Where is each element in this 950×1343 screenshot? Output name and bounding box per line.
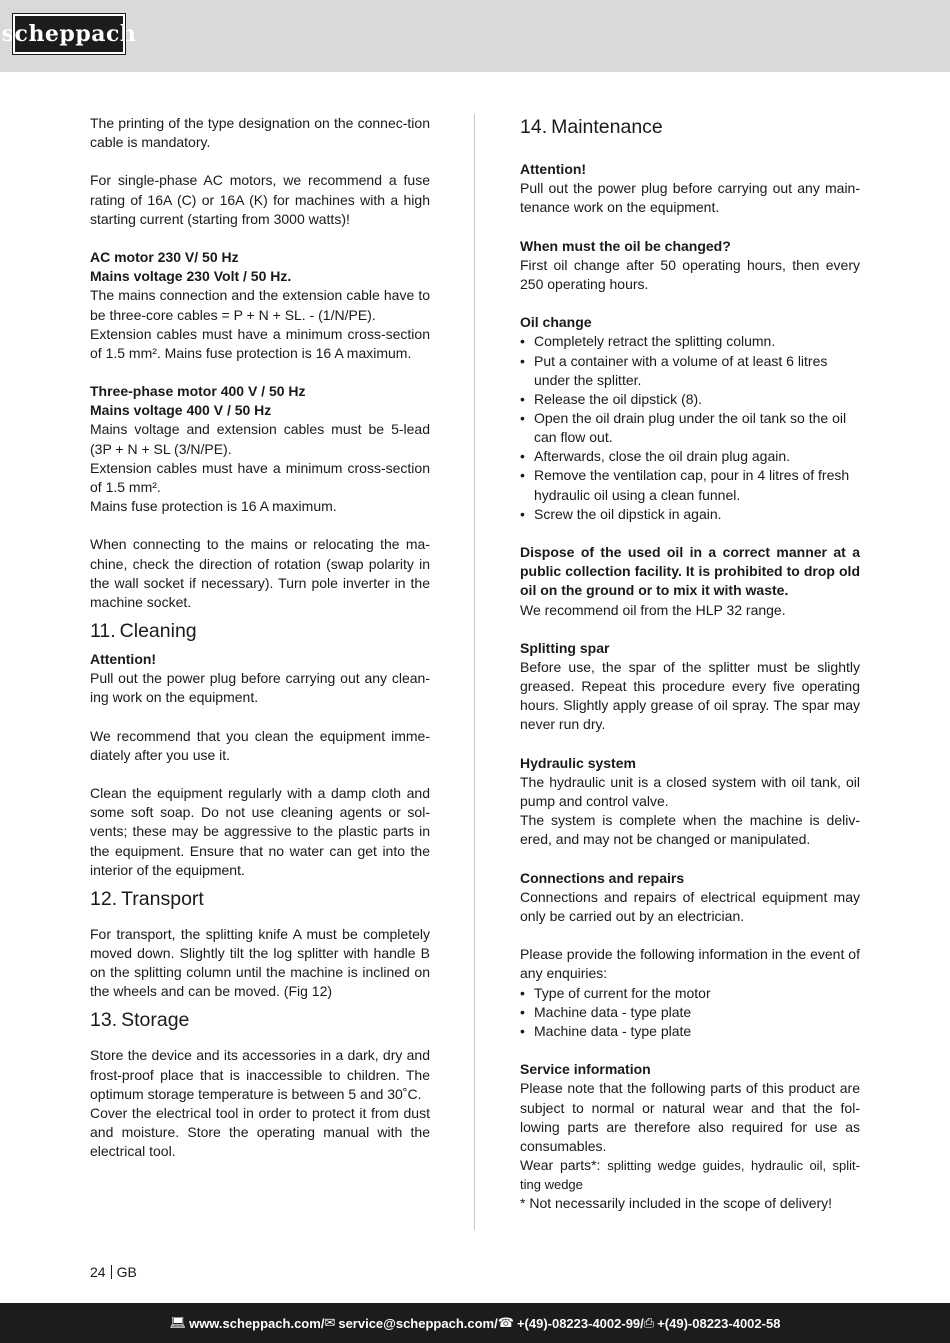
transport-text: For transport, the splitting knife A must be completely moved down. Slightly tilt the log splitter with handle B on the splitting column until the machine is inclined on the wheels and can be moved. (Fig 12) xyxy=(90,925,430,1000)
list-item: • Open the oil drain plug under the oil tank so the oil can flow out. xyxy=(520,409,860,447)
ac-cable-text: The mains connection and the extension cable have to be three-core cables = P + N + SL. - (1/N/PE). xyxy=(90,287,430,323)
splitting-spar-heading: Splitting spar xyxy=(520,639,610,656)
hydraulic-system-heading: Hydraulic system xyxy=(520,754,636,771)
three-phase-cable-text: Mains voltage and extension cables must be 5-lead (3P + N + SL (3/N/PE). xyxy=(90,421,430,457)
email-link[interactable]: service@scheppach.com xyxy=(338,1315,495,1331)
oil-change-steps xyxy=(520,332,860,524)
oil-when-heading: When must the oil be changed? xyxy=(520,237,731,254)
computer-icon: 💻︎ xyxy=(169,1315,187,1330)
dispose-oil-warning: Dispose of the used oil in a correct manner at a public collection facility. It is prohibited to drop old oil on the ground or to mix it with waste. xyxy=(520,544,860,599)
maintenance-power-plug-text: Pull out the power plug before carrying out any main-tenance work on the equipment. xyxy=(520,180,860,216)
list-item: • Put a container with a volume of at least 6 litres under the splitter. xyxy=(520,352,860,390)
delivery-scope-note: * Not necessarily included in the scope of delivery! xyxy=(520,1195,833,1212)
scheppach-logo: scheppach xyxy=(13,14,125,54)
header-band xyxy=(0,0,950,72)
section-12-heading: 12. Transport xyxy=(90,887,204,910)
fax-icon: ⎙ xyxy=(643,1315,655,1330)
ac-cross-section-text: Extension cables must have a minimum cross-section of 1.5 mm². Mains fuse protection is 16 A maximum. xyxy=(90,325,430,361)
language-code: GB xyxy=(116,1264,137,1280)
fax-number: +(49)-08223-4002-58 xyxy=(657,1315,781,1331)
oil-change-heading: Oil change xyxy=(520,314,592,331)
splitting-spar-text: Before use, the spar of the splitter must be slightly greased. Repeat this procedure every five operating hours. Slightly apply grease of oil spray. The spar may never run dry. xyxy=(520,659,860,733)
oil-when-text: First oil change after 50 operating hours, then every 250 operating hours. xyxy=(520,256,860,292)
list-item: • Remove the ventilation cap, pour in 4 litres of fresh hydraulic oil using a clean funnel. xyxy=(520,466,860,504)
three-phase-cross-section-text: Extension cables must have a minimum cross-section of 1.5 mm². xyxy=(90,459,430,495)
list-item: • Afterwards, close the oil drain plug again. xyxy=(520,447,860,466)
section-14-heading: 14. Maintenance xyxy=(520,116,663,138)
maintenance-attention: Attention! xyxy=(520,161,587,177)
three-phase-fuse-text: Mains fuse protection is 16 A maximum. xyxy=(90,498,337,515)
cleaning-regularly-text: Clean the equipment regularly with a damp cloth and some soft soap. Do not use cleaning agents or sol-vents; these may be aggressive to the plastic parts in the equipment. Ensure that no water can get into the interior of the equipment. xyxy=(90,785,430,878)
phone-number: +(49)-08223-4002-99 xyxy=(516,1315,641,1331)
connections-repairs-text: Connections and repairs of electrical equipment may only be carried out by an electrician. xyxy=(520,888,860,924)
storage-text: Store the device and its accessories in a dark, dry and frost-proof place that is inaccessible to children. The optimum storage temperature is between 5 and 30˚C. xyxy=(90,1047,430,1102)
list-item: • Release the oil dipstick (8). xyxy=(520,390,860,409)
ac-motor-heading: AC motor 230 V/ 50 Hz xyxy=(90,249,239,266)
hydraulic-complete-text: The system is complete when the machine is deliv-ered, and may not be changed or manipulated. xyxy=(520,812,860,848)
three-phase-mains-heading: Mains voltage 400 V / 50 Hz xyxy=(90,402,272,419)
contact-footer-bar: 💻︎ www.scheppach.com / ✉︎ service@scheppach.com / ☎︎ +(49)-08223-4002-99 / ⎙ +(49)-08223-4002-58 xyxy=(0,1303,950,1343)
page-footer-number xyxy=(90,1263,137,1282)
ac-mains-voltage-heading: Mains voltage 230 Volt / 50 Hz. xyxy=(90,268,292,285)
enquiries-list xyxy=(520,984,860,1041)
website-link[interactable]: www.scheppach.com xyxy=(189,1315,321,1331)
column-divider xyxy=(474,114,475,1230)
page-number: 24 xyxy=(90,1264,106,1280)
wear-parts-text: Wear parts*: splitting wedge guides, hydraulic oil, split-ting wedge xyxy=(520,1157,860,1193)
hydraulic-system-text: The hydraulic unit is a closed system with oil tank, oil pump and control valve. xyxy=(520,773,860,810)
rotation-direction-text: When connecting to the mains or relocating the ma-chine, check the direction of rotation (swap polarity in the wall socket if necessary). Turn pole inverter in the machine socket. xyxy=(90,536,430,610)
mail-icon: ✉︎ xyxy=(324,1315,336,1330)
cleaning-power-plug-text: Pull out the power plug before carrying out any clean-ing work on the equipment. xyxy=(90,670,430,706)
section-11-heading: 11. Cleaning xyxy=(90,620,197,642)
list-item: • Machine data - type plate xyxy=(520,1022,860,1041)
list-item: • Screw the oil dipstick in again. xyxy=(520,505,860,524)
cleaning-attention: Attention! xyxy=(90,651,157,667)
right-column xyxy=(520,114,860,1213)
three-phase-heading: Three-phase motor 400 V / 50 Hz xyxy=(90,383,306,400)
enquiries-text: Please provide the following information in the event of any enquiries: xyxy=(520,946,860,982)
type-designation-text: The printing of the type designation on the connec-tion cable is mandatory. xyxy=(90,115,430,151)
service-information-text: Please note that the following parts of this product are subject to normal or natural wear and that the fol-lowing parts are therefore also required for use as consumables. xyxy=(520,1080,860,1154)
storage-cover-text: Cover the electrical tool in order to protect it from dust and moisture. Store the operating manual with the electrical tool. xyxy=(90,1104,430,1160)
connections-repairs-heading: Connections and repairs xyxy=(520,869,685,886)
section-13-heading: 13. Storage xyxy=(90,1009,190,1032)
list-item: • Completely retract the splitting column. xyxy=(520,332,860,351)
list-item: • Type of current for the motor xyxy=(520,984,860,1003)
fuse-recommendation-text: For single-phase AC motors, we recommend a fuse rating of 16A (C) or 16A (K) for machines with a high starting current (starting from 3000 watts)! xyxy=(90,172,430,227)
left-column xyxy=(90,114,430,1161)
phone-icon: ☎︎ xyxy=(497,1315,514,1330)
cleaning-recommend-text: We recommend that you clean the equipment imme-diately after you use it. xyxy=(90,727,430,763)
list-item: • Machine data - type plate xyxy=(520,1003,860,1022)
oil-recommendation-text: We recommend oil from the HLP 32 range. xyxy=(520,601,786,618)
service-information-heading: Service information xyxy=(520,1061,651,1078)
